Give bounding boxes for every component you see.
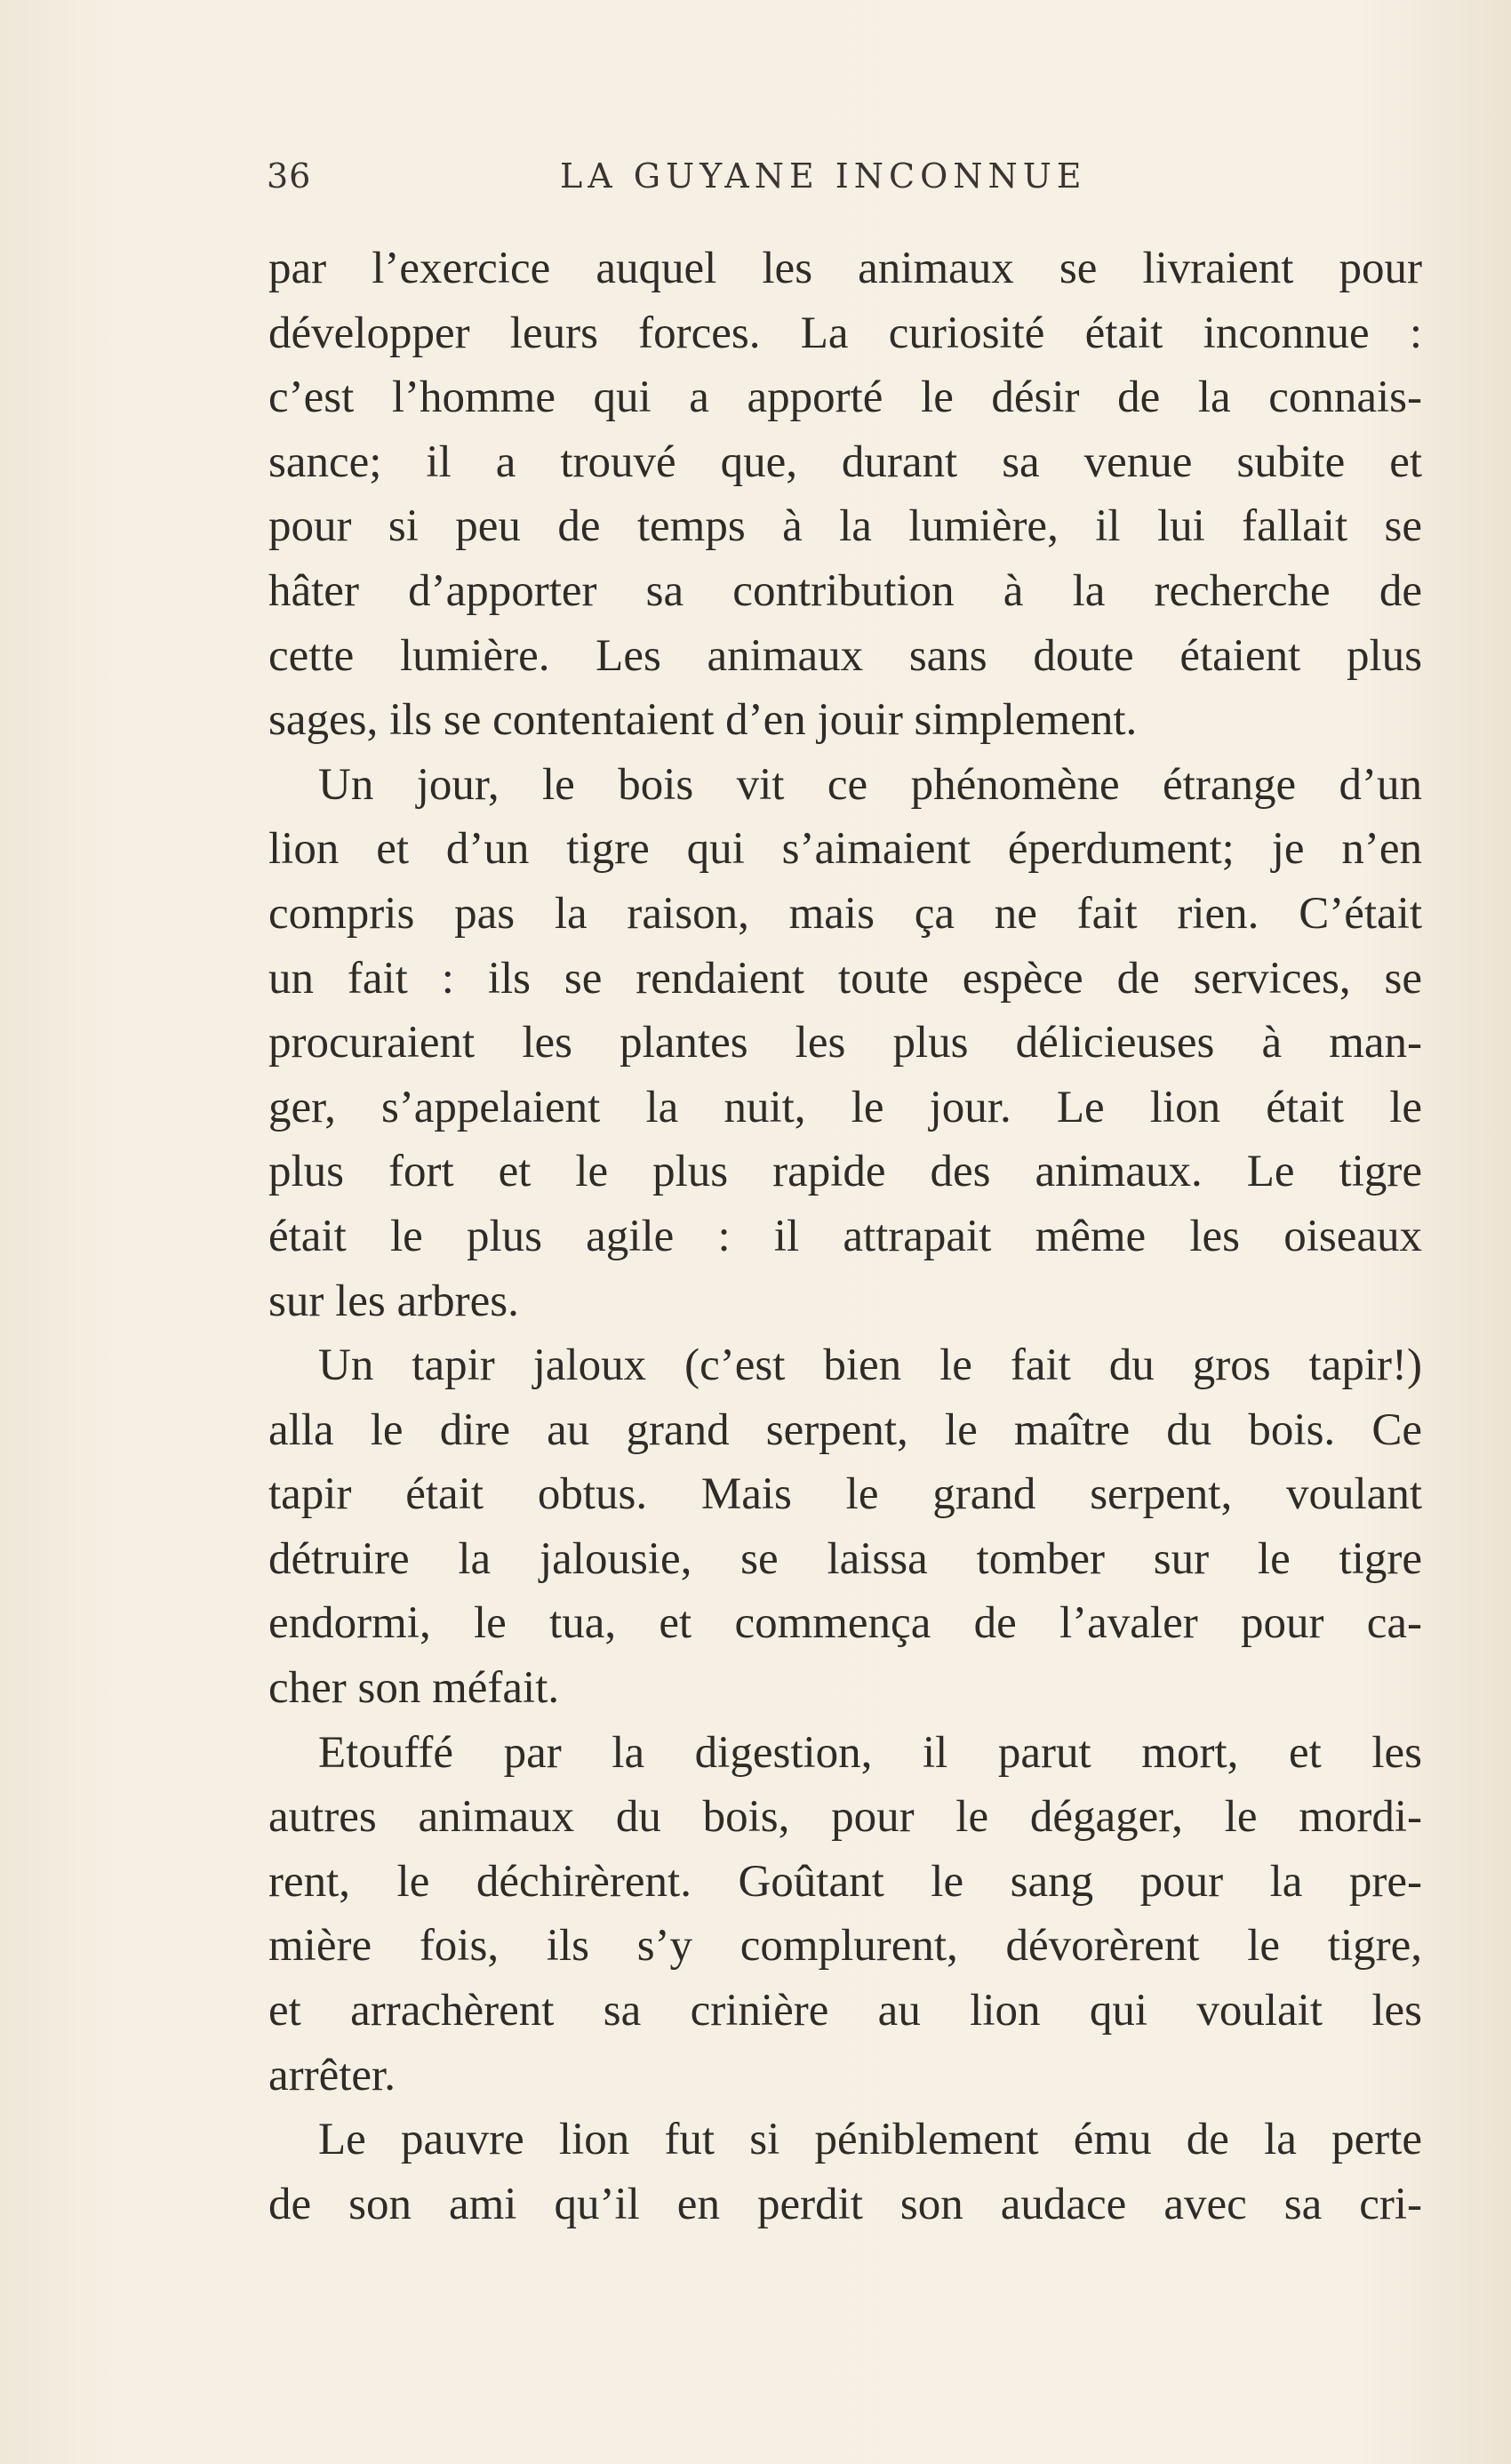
text-line: alla le dire au grand serpent, le maître du bois. Ce (268, 1404, 1422, 1455)
text-line: Un tapir jaloux (c’est bien le fait du gros tapir!) (318, 1340, 1422, 1391)
text-line: procuraient les plantes les plus délicieuses à man- (268, 1018, 1422, 1068)
text-line: développer leurs forces. La curiosité était inconnue : (268, 308, 1422, 358)
text-line: autres animaux du bois, pour le dégager, le mordi- (268, 1792, 1422, 1843)
text-line: un fait : ils se rendaient toute espèce de services, se (268, 953, 1422, 1004)
text-line: ger, s’appelaient la nuit, le jour. Le lion était le (268, 1082, 1422, 1132)
page-header (267, 151, 1431, 204)
text-line: c’est l’homme qui a apporté le désir de la connais- (268, 372, 1422, 423)
text-line: lion et d’un tigre qui s’aimaient éperdument; je n’en (268, 824, 1422, 875)
text-line: arrêter. (268, 2050, 396, 2100)
text-line: détruire la jalousie, se laissa tomber sur le tigre (268, 1533, 1422, 1584)
text-line: plus fort et le plus rapide des animaux. Le tigre (268, 1147, 1422, 1197)
text-line: par l’exercice auquel les animaux se livraient pour (268, 244, 1422, 293)
text-line: pour si peu de temps à la lumière, il lui fallait se (268, 501, 1422, 552)
text-line: cher son méfait. (268, 1663, 560, 1714)
page-number: 36 (267, 156, 312, 196)
text-line: mière fois, ils s’y complurent, dévorèrent le tigre, (268, 1921, 1422, 1972)
text-line: sur les arbres. (268, 1276, 519, 1326)
text-line: tapir était obtus. Mais le grand serpent, voulant (268, 1469, 1422, 1520)
text-line: hâter d’apporter sa contribution à la recherche de (268, 565, 1422, 616)
running-title: LA GUYANE INCONNUE (560, 156, 1087, 196)
text-line: était le plus agile : il attrapait même les oiseaux (268, 1211, 1422, 1261)
text-line: Le pauvre lion fut si péniblement ému de la perte (318, 2115, 1422, 2165)
text-line: Etouffé par la digestion, il parut mort, et les (318, 1727, 1422, 1778)
text-line: de son ami qu’il en perdit son audace avec sa cri- (268, 2179, 1422, 2229)
text-line: sages, ils se contentaient d’en jouir simplement. (268, 695, 1138, 746)
text-line: compris pas la raison, mais ça ne fait rien. C’était (268, 888, 1422, 939)
body-text (268, 236, 1422, 2236)
text-line: cette lumière. Les animaux sans doute étaient plus (268, 630, 1422, 681)
text-line: endormi, le tua, et commença de l’avaler pour ca- (268, 1598, 1422, 1649)
text-line: rent, le déchirèrent. Goûtant le sang pour la pre- (268, 1856, 1422, 1907)
text-line: sance; il a trouvé que, durant sa venue subite et (268, 436, 1422, 487)
text-line: Un jour, le bois vit ce phénomène étrange d’un (318, 759, 1422, 810)
text-line: et arrachèrent sa crinière au lion qui voulait les (268, 1986, 1422, 2036)
